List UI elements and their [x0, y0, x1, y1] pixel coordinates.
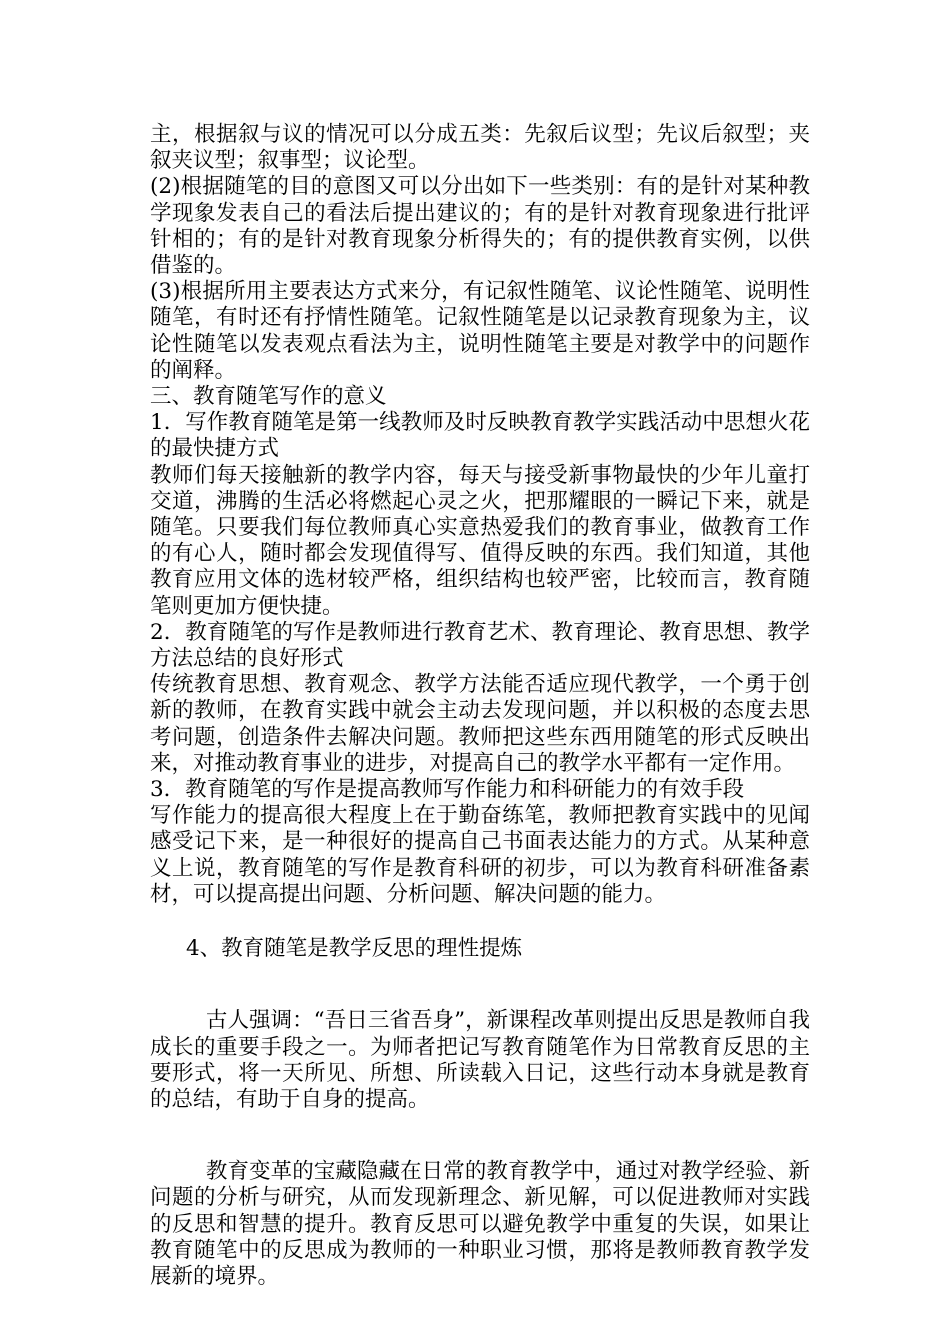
paragraph-point-4-body-2: 教育变革的宝藏隐藏在日常的教育教学中，通过对教学经验、新问题的分析与研究，从而发现新理念、新见解，可以促进教师对实践的反思和智慧的提升。教育反思可以避免教学中重复的失误，如果让教育随笔中的反思成为教师的一种职业习惯，那将是教师教育教学发展新的境界。 [150, 1159, 810, 1289]
paragraph-point-4-body-1: 古人强调：“吾日三省吾身”，新课程改革则提出反思是教师自我成长的重要手段之一。为师者把记写教育随笔作为日常教育反思的主要形式，将一天所见、所想、所读载入日记，这些行动本身就是教育的总结，有助于自身的提高。 [150, 1008, 810, 1112]
section-heading-significance: 三、教育随笔写作的意义 [150, 384, 387, 410]
paragraph-point-3-body: 写作能力的提高很大程度上在于勤奋练笔，教师把教育实践中的见闻感受记下来，是一种很好的提高自己书面表达能力的方式。从某种意义上说，教育随笔的写作是教育科研的初步，可以为教育科研准备素材，可以提高提出问题、分析问题、解决问题的能力。 [150, 803, 810, 907]
subheading-point-1: 1．写作教育随笔是第一线教师及时反映教育教学实践活动中思想火花的最快捷方式 [150, 410, 810, 462]
paragraph-point-2-body: 传统教育思想、教育观念、教学方法能否适应现代教学，一个勇于创新的教师，在教育实践中就会主动去发现问题，并以积极的态度去思考问题，创造条件去解决问题。教师把这些东西用随笔的形式反映出来，对推动教育事业的进步，对提高自己的教学水平都有一定作用。 [150, 672, 810, 776]
paragraph-classification-types: 主，根据叙与议的情况可以分成五类：先叙后议型；先议后叙型；夹叙夹议型；叙事型；议论型。 [150, 122, 810, 174]
document-body [150, 122, 810, 1290]
paragraph-point-1-body: 教师们每天接触新的教学内容，每天与接受新事物最快的少年儿童打交道，沸腾的生活必将燃起心灵之火，把那耀眼的一瞬记下来，就是随笔。只要我们每位教师真心实意热爱我们的教育事业，做教育工作的有心人，随时都会发现值得写、值得反映的东西。我们知道，其他教育应用文体的选材较严格，组织结构也较严密，比较而言，教育随笔则更加方便快捷。 [150, 462, 810, 619]
subheading-point-2: 2．教育随笔的写作是教师进行教育艺术、教育理论、教育思想、教学方法总结的良好形式 [150, 619, 810, 672]
subheading-point-4: 4、教育随笔是教学反思的理性提炼 [186, 936, 523, 962]
paragraph-purpose-categories: (2)根据随笔的目的意图又可以分出如下一些类别：有的是针对某种教学现象发表自己的看法后提出建议的；有的是针对教育现象进行批评针相的；有的是针对教育现象分析得失的；有的提供教育实例，以供借鉴的。 [150, 174, 810, 279]
subheading-point-3: 3．教育随笔的写作是提高教师写作能力和科研能力的有效手段 [150, 777, 745, 803]
paragraph-expression-modes: (3)根据所用主要表达方式来分，有记叙性随笔、议论性随笔、说明性随笔，有时还有抒情性随笔。记叙性随笔是以记录教育现象为主，议论性随笔以发表观点看法为主，说明性随笔主要是对教学中的问题作的阐释。 [150, 279, 810, 383]
